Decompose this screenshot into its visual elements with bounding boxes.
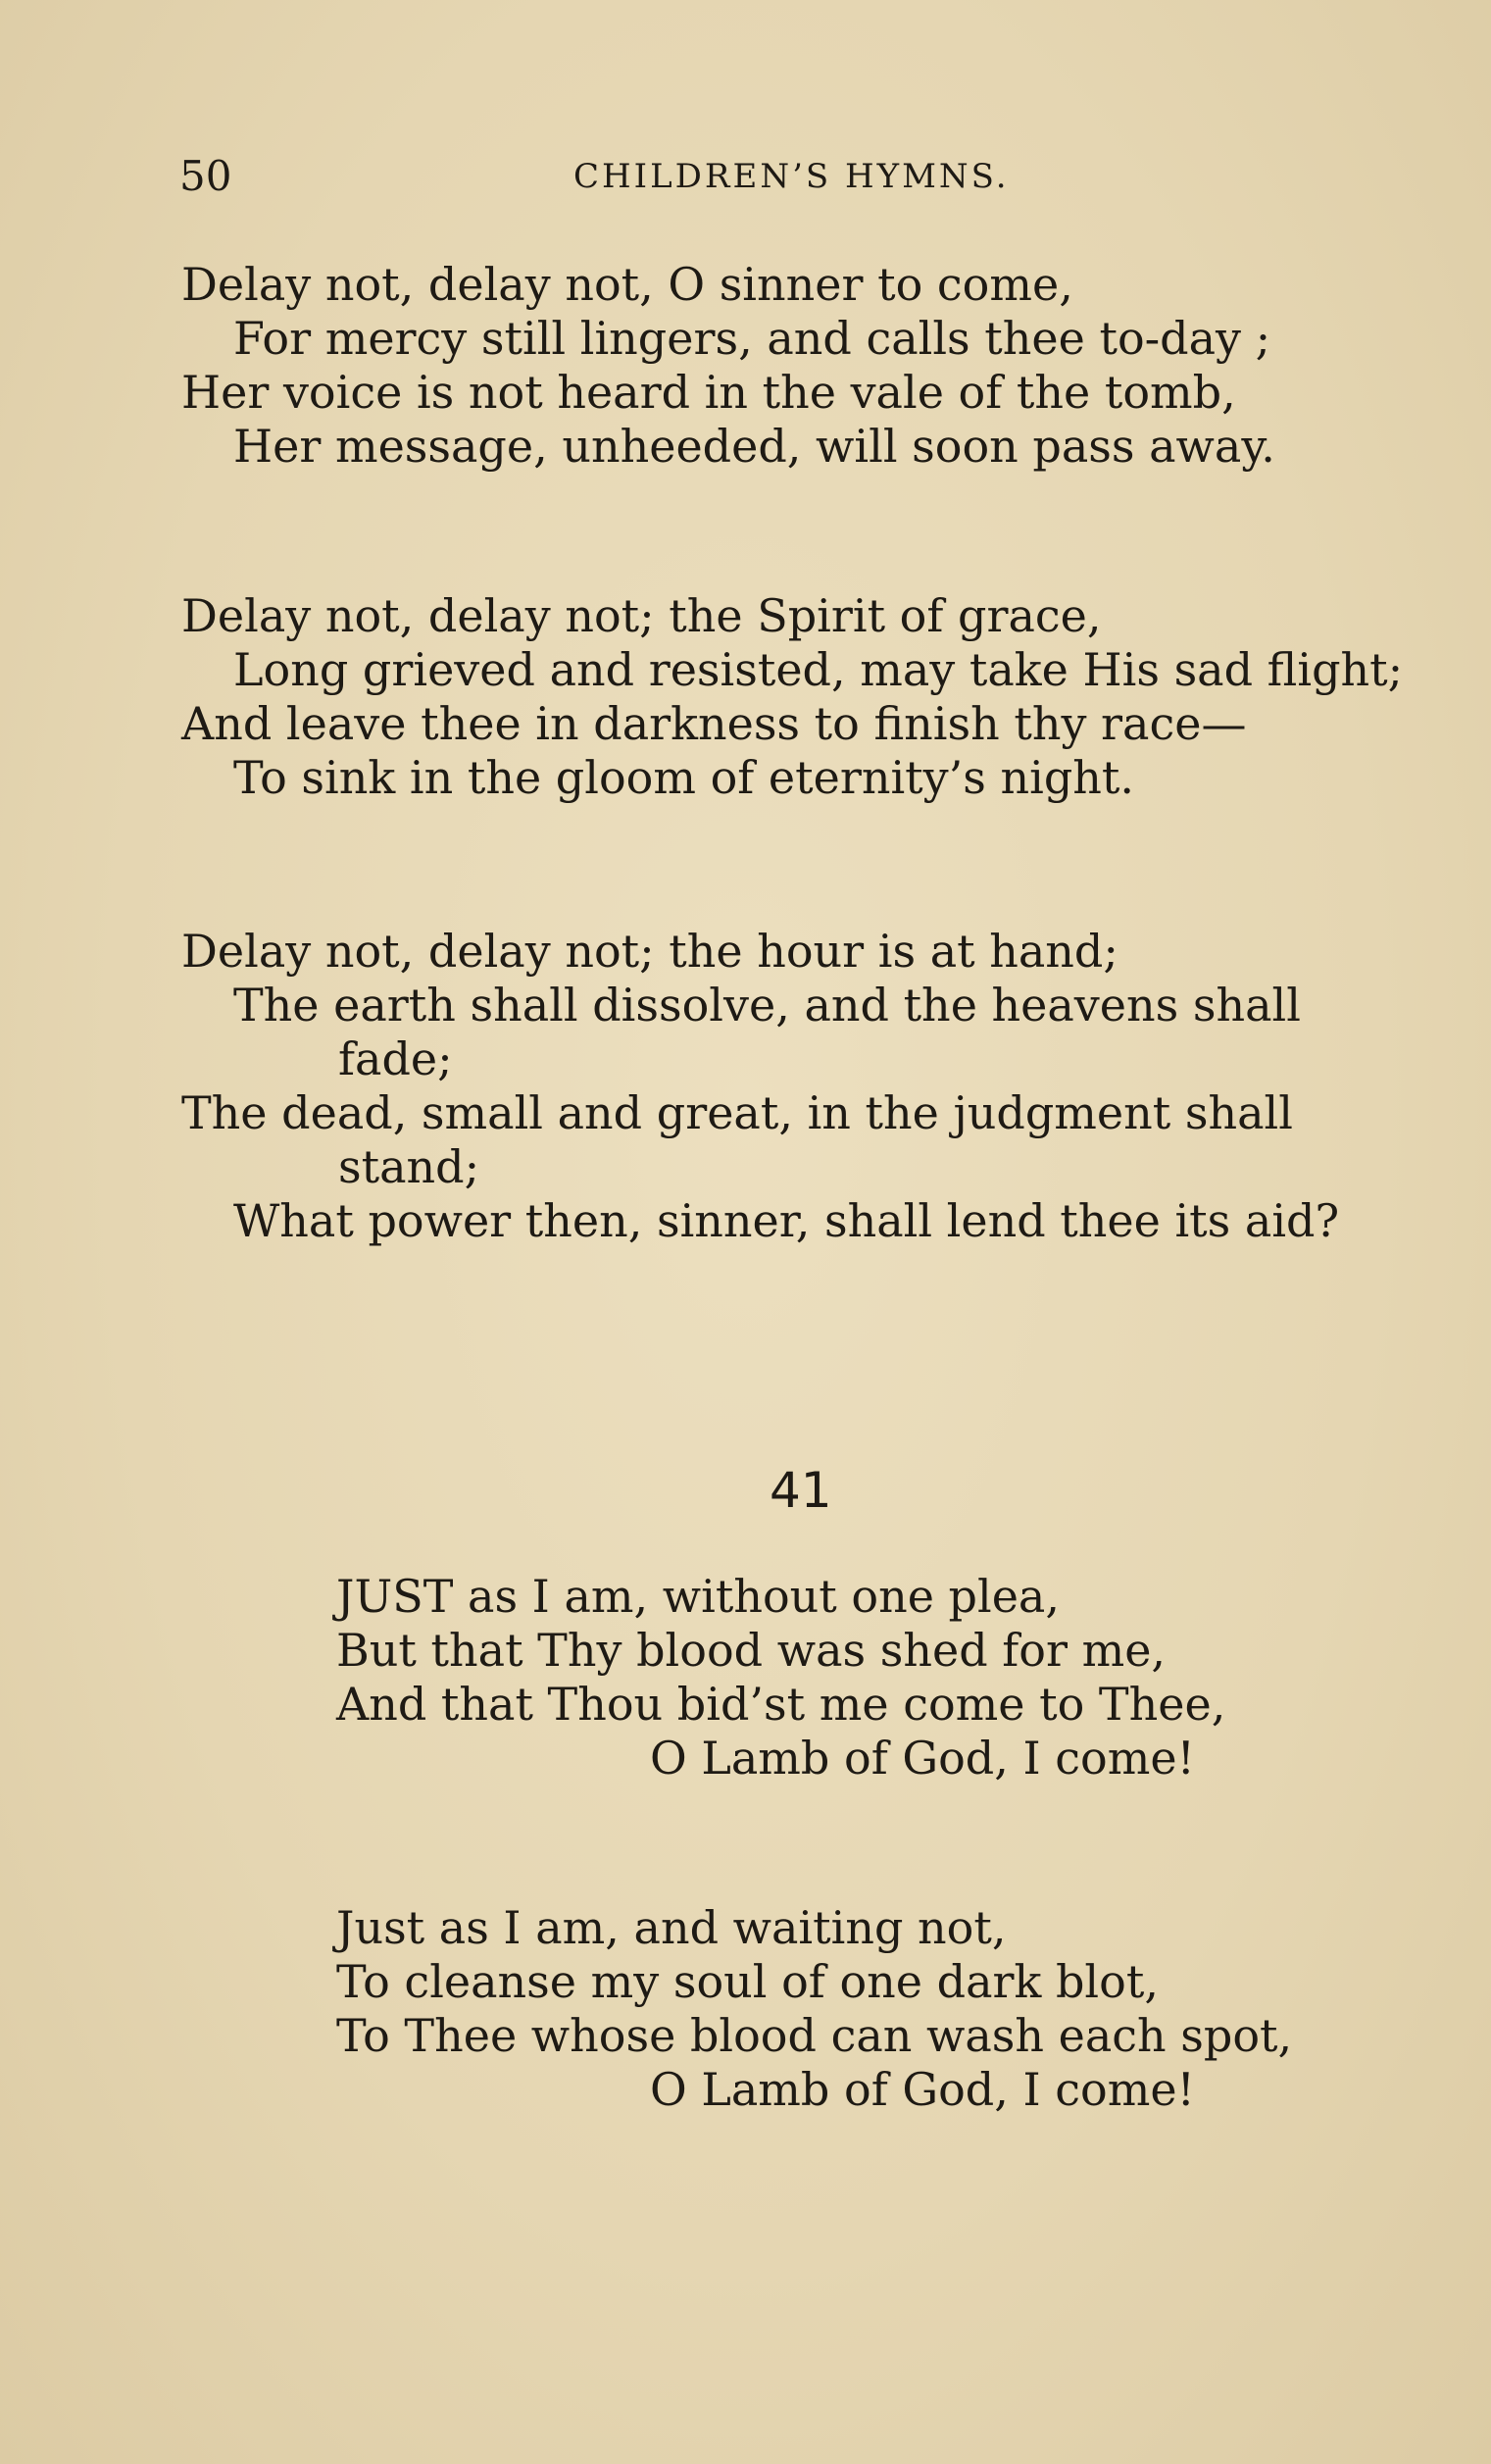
- stanza-line: What power then, sinner, shall lend thee its aid?: [233, 1194, 1340, 1247]
- hymn-line: O Lamb of God, I come!: [650, 2063, 1196, 2116]
- hymn-line: And that Thou bid’st me come to Thee,: [336, 1678, 1226, 1731]
- stanza-line: Delay not, delay not; the Spirit of grace,: [181, 589, 1102, 642]
- stanza-line: To sink in the gloom of eternity’s night.: [233, 751, 1135, 804]
- hymn-line: To Thee whose blood can wash each spot,: [336, 2009, 1293, 2062]
- stanza-line: The dead, small and great, in the judgment shall: [181, 1086, 1293, 1139]
- running-title: CHILDREN’S HYMNS.: [573, 157, 1010, 196]
- hymn-line: Just as I am, and waiting not,: [336, 1901, 1007, 1954]
- stanza-line: And leave thee in darkness to finish thy race—: [181, 697, 1247, 750]
- hymn-line: O Lamb of God, I come!: [650, 1732, 1196, 1785]
- stanza-line: The earth shall dissolve, and the heavens shall: [233, 979, 1301, 1031]
- page-header: [0, 147, 1491, 206]
- stanza-line: Delay not, delay not; the hour is at hand;: [181, 925, 1118, 978]
- stanza-line: For mercy still lingers, and calls thee to-day ;: [233, 312, 1271, 365]
- hymn-number: 41: [770, 1462, 832, 1519]
- stanza-line: Delay not, delay not, O sinner to come,: [181, 258, 1073, 311]
- stanza-line: Her message, unheeded, will soon pass away.: [233, 420, 1275, 473]
- hymn-line: But that Thy blood was shed for me,: [336, 1624, 1167, 1677]
- stanza-line: fade;: [338, 1032, 453, 1085]
- page-number: 50: [179, 152, 232, 200]
- hymn-line: To cleanse my soul of one dark blot,: [336, 1955, 1159, 2008]
- stanza-line: Her voice is not heard in the vale of the tomb,: [181, 366, 1236, 419]
- hymn-line: JUST as I am, without one plea,: [336, 1570, 1060, 1623]
- stanza-line: Long grieved and resisted, may take His sad flight;: [233, 643, 1404, 696]
- stanza-line: stand;: [338, 1140, 480, 1193]
